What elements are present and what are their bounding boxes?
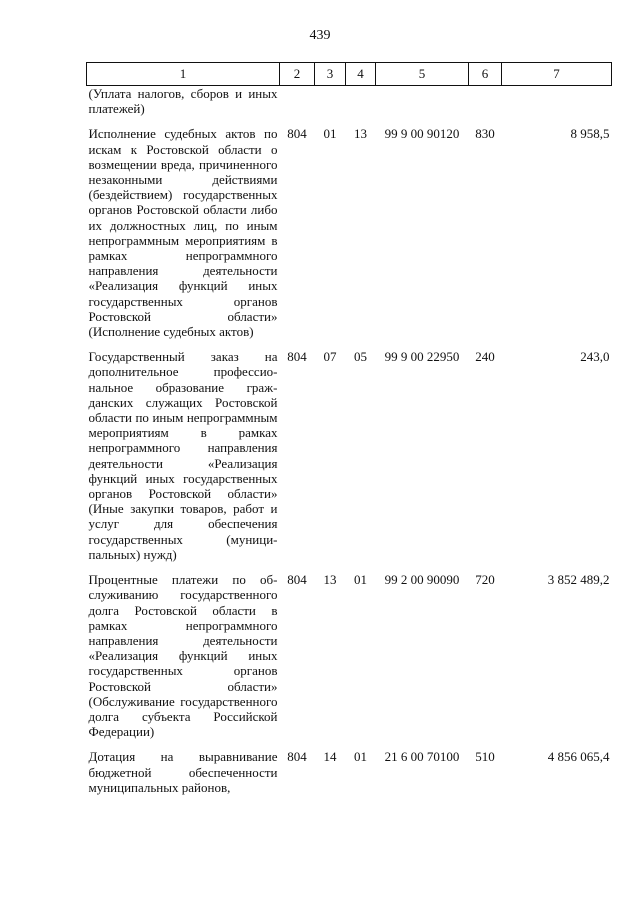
row-amount: 8 958,5 <box>570 126 610 142</box>
row-ministry-code: 804 <box>287 126 307 142</box>
row-description: Дотация на выравнивание бюджетной обеспеченности муниципальных районов, <box>88 749 278 795</box>
row-target-code <box>376 86 469 127</box>
row-description: (Уплата налогов, сборов и иных платежей) <box>88 86 278 117</box>
column-header-5: 5 <box>376 63 469 86</box>
row-amount: 243,0 <box>580 349 610 365</box>
column-header-7: 7 <box>502 63 612 86</box>
row-subsection-code <box>346 86 376 127</box>
table-header-row <box>87 63 612 86</box>
row-subsection-code: 01 <box>354 572 367 588</box>
column-header-2: 2 <box>280 63 315 86</box>
row-section-code <box>315 86 346 127</box>
row-amount: 4 856 065,4 <box>547 749 610 765</box>
row-subsection-code: 01 <box>354 749 367 765</box>
page-number: 439 <box>309 28 331 43</box>
row-description: Государственный заказ на дополнительное профессиональное образование гражданских служащих Ростовской области по иным непрограммным мероприятиям в рамках непрограммного направления деятельности «Реализация функций иных государственных органов Ростовской области» (Иные закупки товаров, работ и услуг для обеспечения государственных (муниципальных) нужд) <box>88 349 278 562</box>
table-row <box>87 126 612 349</box>
table-row <box>87 749 612 805</box>
table-row <box>87 349 612 572</box>
row-target-code: 21 6 00 70100 <box>384 749 460 765</box>
row-target-code: 99 2 00 90090 <box>384 572 460 588</box>
row-section-code: 07 <box>323 349 337 365</box>
table-row <box>87 86 612 127</box>
budget-table <box>86 62 612 805</box>
row-ministry-code <box>280 86 315 127</box>
row-subsection-code: 13 <box>354 126 367 142</box>
row-ministry-code: 804 <box>287 349 307 365</box>
row-ministry-code: 804 <box>287 572 307 588</box>
column-header-6: 6 <box>469 63 502 86</box>
row-expense-type: 240 <box>475 349 495 365</box>
row-ministry-code: 804 <box>287 749 307 765</box>
row-amount: 3 852 489,2 <box>547 572 610 588</box>
row-amount <box>502 86 612 127</box>
column-header-4: 4 <box>346 63 376 86</box>
row-description: Процентные платежи по обслуживанию государственного долга Ростовской области в рамках непрограммного направления деятельности «Реализация функций иных государственных органов Ростовской области» (Обслуживание государственного долга субъекта Российской Федерации) <box>88 572 278 740</box>
row-expense-type: 510 <box>475 749 495 765</box>
table-row <box>87 572 612 749</box>
row-target-code: 99 9 00 22950 <box>384 349 460 365</box>
column-header-3: 3 <box>315 63 346 86</box>
row-target-code: 99 9 00 90120 <box>384 126 460 142</box>
row-expense-type: 830 <box>475 126 495 142</box>
row-section-code: 13 <box>323 572 337 588</box>
row-description: Исполнение судебных актов по искам к Ростовской области о возмещении вреда, причиненного незаконными действиями (бездействием) государственных органов Ростовской области либо их должностных лиц, по иным непрограммным мероприятиям в рамках непрограммного направления деятельности «Реализация функций иных государственных органов Ростовской области» (Исполнение судебных актов) <box>88 126 278 340</box>
column-header-1: 1 <box>87 63 280 86</box>
row-section-code: 01 <box>323 126 337 142</box>
row-expense-type: 720 <box>475 572 495 588</box>
row-expense-type <box>469 86 502 127</box>
row-section-code: 14 <box>323 749 337 765</box>
row-subsection-code: 05 <box>354 349 367 365</box>
